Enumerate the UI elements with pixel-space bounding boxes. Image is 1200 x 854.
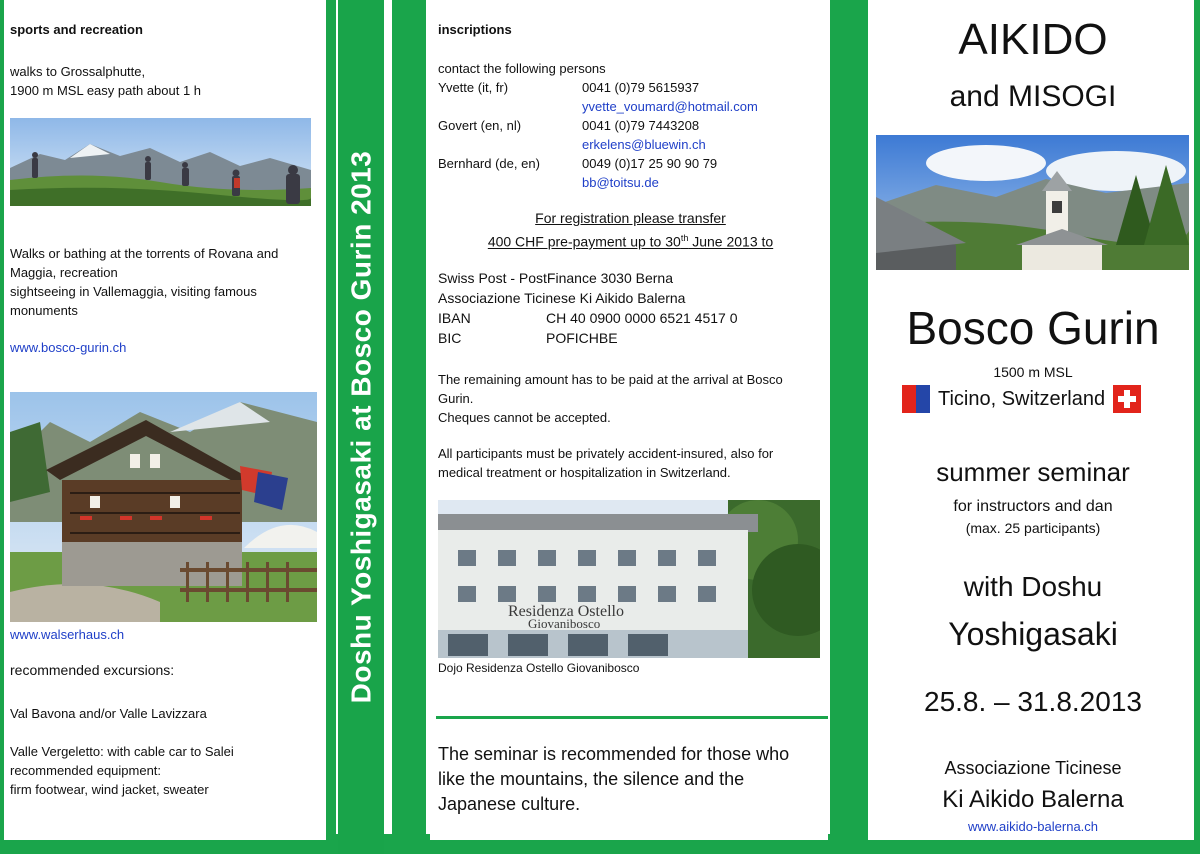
- payment-note: [438, 370, 823, 427]
- insurance-line: All participants must be privately accident-insured, also for: [438, 446, 774, 461]
- seminar-capacity: (max. 25 participants): [965, 520, 1101, 536]
- inscriptions-heading: inscriptions: [438, 22, 512, 37]
- walserhaus-photo: [10, 392, 317, 622]
- iban-value: CH 40 0900 0000 6521 4517 0: [546, 310, 738, 326]
- torrents-text: [10, 244, 315, 320]
- contact-name: Govert (en, nl): [438, 118, 522, 133]
- recommendation-line: The seminar is recommended for those who: [438, 744, 790, 764]
- payment-line: Gurin.: [438, 391, 474, 406]
- green-divider: [436, 716, 828, 719]
- cover-subtitle: and MISOGI: [949, 80, 1117, 113]
- registration-sup: th: [680, 233, 689, 243]
- contact-email[interactable]: erkelens@bluewin.ch: [582, 137, 706, 152]
- insurance-note: [438, 444, 823, 482]
- cheques-note: Cheques cannot be accepted.: [438, 410, 611, 425]
- region-text: Ticino, Switzerland: [938, 387, 1106, 410]
- bic-value: POFICHBE: [546, 330, 618, 346]
- building-sign: Giovanibosco: [528, 616, 601, 631]
- seminar-audience: for instructors and dan: [953, 498, 1113, 515]
- torrents-line: Walks or bathing at the torrents of Rovana and: [10, 246, 279, 261]
- contact-phone: 0041 (0)79 7443208: [582, 118, 700, 133]
- equipment-text: [10, 742, 315, 799]
- excursion-2: Valle Vergeletto: with cable car to Salei: [10, 744, 234, 759]
- altitude: 1500 m MSL: [993, 364, 1073, 380]
- swiss-flag-icon: [1113, 385, 1141, 413]
- contact-row: [438, 173, 823, 192]
- region-row: [902, 382, 1196, 416]
- registration-line: For registration please transfer: [535, 210, 726, 226]
- with-doshu: with Doshu: [963, 571, 1103, 602]
- account-holder: Associazione Ticinese Ki Aikido Balerna: [438, 290, 686, 306]
- walserhaus-link[interactable]: www.walserhaus.ch: [10, 627, 125, 642]
- excursions-heading: recommended excursions:: [10, 662, 175, 678]
- contact-name: Bernhard (de, en): [438, 156, 540, 171]
- frame-gap-3: [392, 0, 426, 854]
- contact-phone: 0041 (0)79 5615937: [582, 80, 700, 95]
- contact-row: [438, 154, 823, 173]
- contact-email[interactable]: yvette_voumard@hotmail.com: [582, 99, 758, 114]
- walks-text: [10, 62, 315, 100]
- seminar-dates: 25.8. – 31.8.2013: [924, 686, 1142, 717]
- contact-list: [438, 59, 823, 192]
- registration-deadline: June 2013 to: [688, 233, 774, 250]
- organizer-line-2: Ki Aikido Balerna: [942, 786, 1124, 813]
- frame-gap-4: [830, 0, 868, 854]
- registration-amount: 400 CHF pre-payment up to 30: [487, 233, 681, 250]
- spine: [338, 0, 384, 854]
- contact-row: [438, 116, 823, 135]
- hikers-photo: [10, 118, 311, 206]
- teacher-name: Yoshigasaki: [948, 616, 1118, 652]
- recommendation: [438, 742, 823, 817]
- seminar-title: summer seminar: [936, 457, 1130, 487]
- bosco-gurin-link[interactable]: www.bosco-gurin.ch: [10, 340, 127, 355]
- contact-row: [438, 78, 823, 97]
- village-photo: [876, 135, 1189, 270]
- contact-phone: 0049 (0)17 25 90 90 79: [582, 156, 718, 171]
- bank-name: Swiss Post - PostFinance 3030 Berna: [438, 270, 674, 286]
- recommendation-line: Japanese culture.: [438, 794, 581, 814]
- organizer-line-1: Associazione Ticinese: [944, 758, 1122, 778]
- place-name: Bosco Gurin: [906, 302, 1160, 354]
- building-sign: Residenza Ostello: [508, 603, 624, 620]
- walks-line: 1900 m MSL easy path about 1 h: [10, 83, 202, 98]
- registration-notice: [438, 208, 823, 252]
- torrents-line: monuments: [10, 303, 78, 318]
- bic-label: BIC: [438, 330, 462, 346]
- contact-row: [438, 135, 823, 154]
- contact-row: [438, 97, 823, 116]
- dojo-photo: [438, 500, 820, 658]
- contact-name: Yvette (it, fr): [438, 80, 509, 95]
- excursion-1: Val Bavona and/or Valle Lavizzara: [10, 706, 207, 721]
- torrents-line: Maggia, recreation: [10, 265, 118, 280]
- dojo-caption: Dojo Residenza Ostello Giovanibosco: [438, 661, 640, 675]
- iban-label: IBAN: [438, 310, 471, 326]
- contact-intro: contact the following persons: [438, 61, 606, 76]
- organizer-website[interactable]: www.aikido-balerna.ch: [967, 819, 1099, 834]
- sports-heading: sports and recreation: [10, 22, 143, 37]
- torrents-line: sightseeing in Vallemaggia, visiting famous: [10, 284, 257, 299]
- insurance-line: medical treatment or hospitalization in Switzerland.: [438, 465, 731, 480]
- payment-line: The remaining amount has to be paid at the arrival at Bosco: [438, 372, 783, 387]
- ticino-flag-icon: [902, 385, 930, 413]
- walks-line: walks to Grossalphutte,: [10, 64, 146, 79]
- recommendation-line: like the mountains, the silence and the: [438, 769, 745, 789]
- cover-title: AIKIDO: [958, 15, 1108, 64]
- equipment-list: firm footwear, wind jacket, sweater: [10, 782, 209, 797]
- equipment-heading: recommended equipment:: [10, 763, 162, 778]
- spine-title: Doshu Yoshigasaki at Bosco Gurin 2013: [345, 150, 376, 704]
- registration-line: [438, 228, 823, 252]
- contact-email[interactable]: bb@toitsu.de: [582, 175, 659, 190]
- bank-details: [438, 268, 823, 348]
